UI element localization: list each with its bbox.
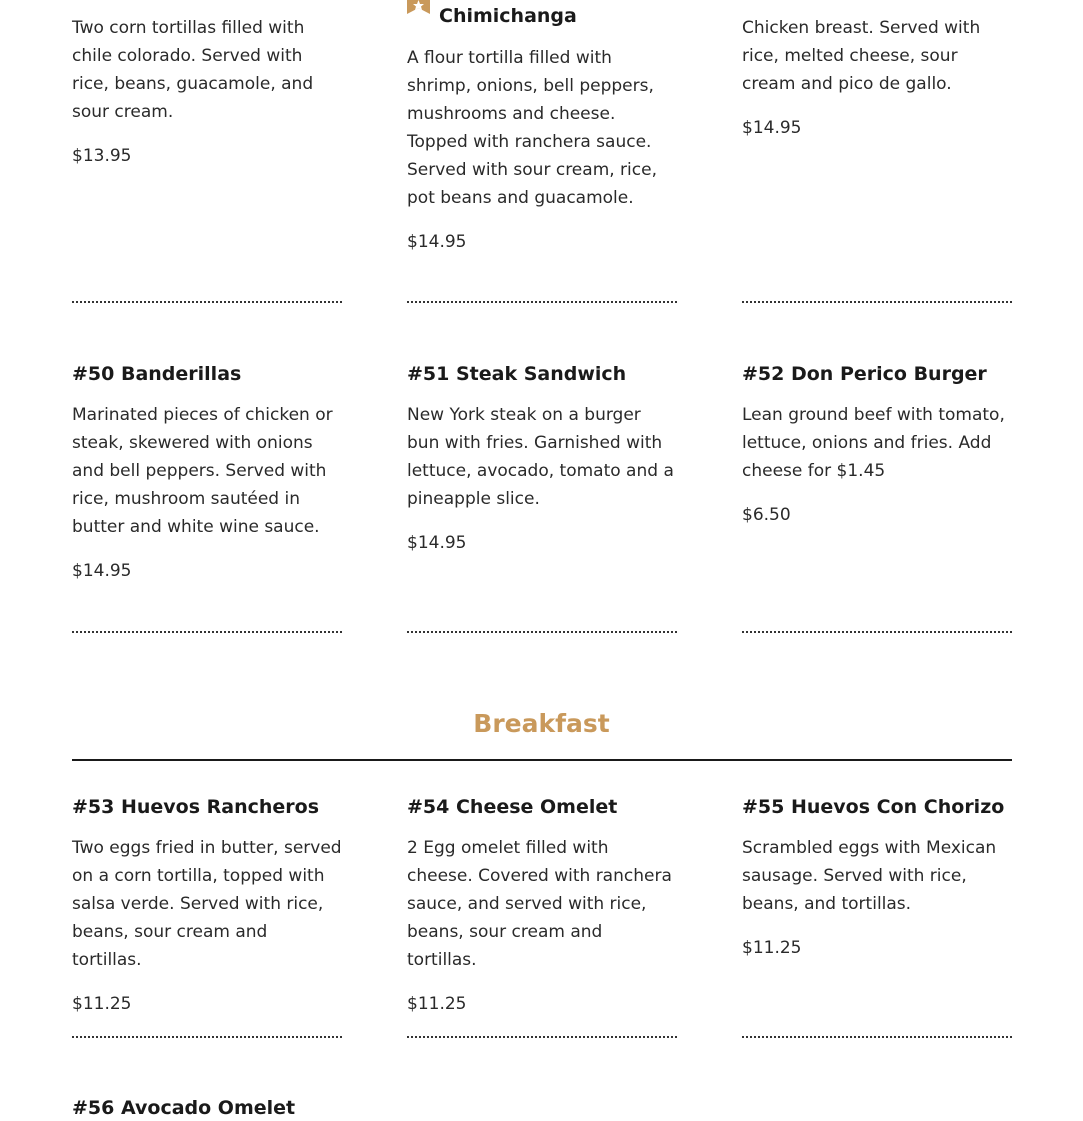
- item-price: $14.95: [407, 533, 467, 553]
- menu-item-cheese-omelet: [407, 794, 677, 1016]
- menu-item-don-perico-burger: [742, 361, 1012, 527]
- dotted-divider: [72, 1036, 342, 1038]
- item-description: Lean ground beef with tomato, lettuce, onions and fries. Add cheese for $1.45: [742, 405, 1005, 481]
- menu-item-banderillas: [72, 361, 342, 583]
- item-title: Chimichanga: [439, 5, 577, 27]
- menu-item-top-2: [407, 44, 677, 254]
- item-description: A flour tortilla filled with shrimp, onions, bell peppers, mushrooms and cheese. Topped with ranchera sauce. Served with sour cream, rice, pot beans and guacamole.: [407, 48, 657, 208]
- dotted-divider: [72, 631, 342, 633]
- item-description: Chicken breast. Served with rice, melted cheese, sour cream and pico de gallo.: [742, 18, 981, 94]
- item-title: #54 Cheese Omelet: [407, 796, 618, 818]
- dotted-divider: [407, 1036, 677, 1038]
- dotted-divider: [742, 631, 1012, 633]
- item-title: #53 Huevos Rancheros: [72, 796, 320, 818]
- item-title: #55 Huevos Con Chorizo: [742, 796, 1005, 818]
- item-price: $11.25: [407, 994, 467, 1014]
- item-description: Marinated pieces of chicken or steak, skewered with onions and bell peppers. Served with rice, mushroom sautéed in butter and white wine sauce.: [72, 405, 333, 537]
- item-title: #52 Don Perico Burger: [742, 363, 987, 385]
- item-description: 2 Egg omelet filled with cheese. Covered with ranchera sauce, and served with rice, beans, sour cream and tortillas.: [407, 838, 672, 970]
- item-price: $13.95: [72, 146, 132, 166]
- item-price: $14.95: [72, 561, 132, 581]
- item-price: $11.25: [742, 938, 802, 958]
- item-price: $6.50: [742, 505, 791, 525]
- item-description: New York steak on a burger bun with fries. Garnished with lettuce, avocado, tomato and a pineapple slice.: [407, 405, 674, 509]
- item-description: Scrambled eggs with Mexican sausage. Served with rice, beans, and tortillas.: [742, 838, 997, 914]
- item-description: Two corn tortillas filled with chile colorado. Served with rice, beans, guacamole, and sour cream.: [72, 18, 314, 122]
- item-price: $14.95: [742, 118, 802, 138]
- item-title-avocado-omelet: #56 Avocado Omelet: [72, 1097, 296, 1119]
- dotted-divider: [407, 631, 677, 633]
- menu-item-top-3: [742, 14, 1012, 140]
- item-price: $11.25: [72, 994, 132, 1014]
- item-description: Two eggs fried in butter, served on a corn tortilla, topped with salsa verde. Served with rice, beans, sour cream and tortillas.: [72, 838, 342, 970]
- menu-item-huevos-con-chorizo: [742, 794, 1012, 960]
- dotted-divider: [407, 301, 677, 303]
- menu-item-top-1: [72, 14, 342, 168]
- section-heading-breakfast: Breakfast: [473, 709, 610, 738]
- item-price: $14.95: [407, 232, 467, 252]
- section-rule: [72, 759, 1012, 761]
- dotted-divider: [742, 1036, 1012, 1038]
- item-title: #51 Steak Sandwich: [407, 363, 627, 385]
- item-title: #50 Banderillas: [72, 363, 242, 385]
- menu-item-steak-sandwich: [407, 361, 677, 555]
- star-ribbon-icon: [407, 0, 430, 14]
- dotted-divider: [72, 301, 342, 303]
- dotted-divider: [742, 301, 1012, 303]
- menu-item-huevos-rancheros: [72, 794, 342, 1016]
